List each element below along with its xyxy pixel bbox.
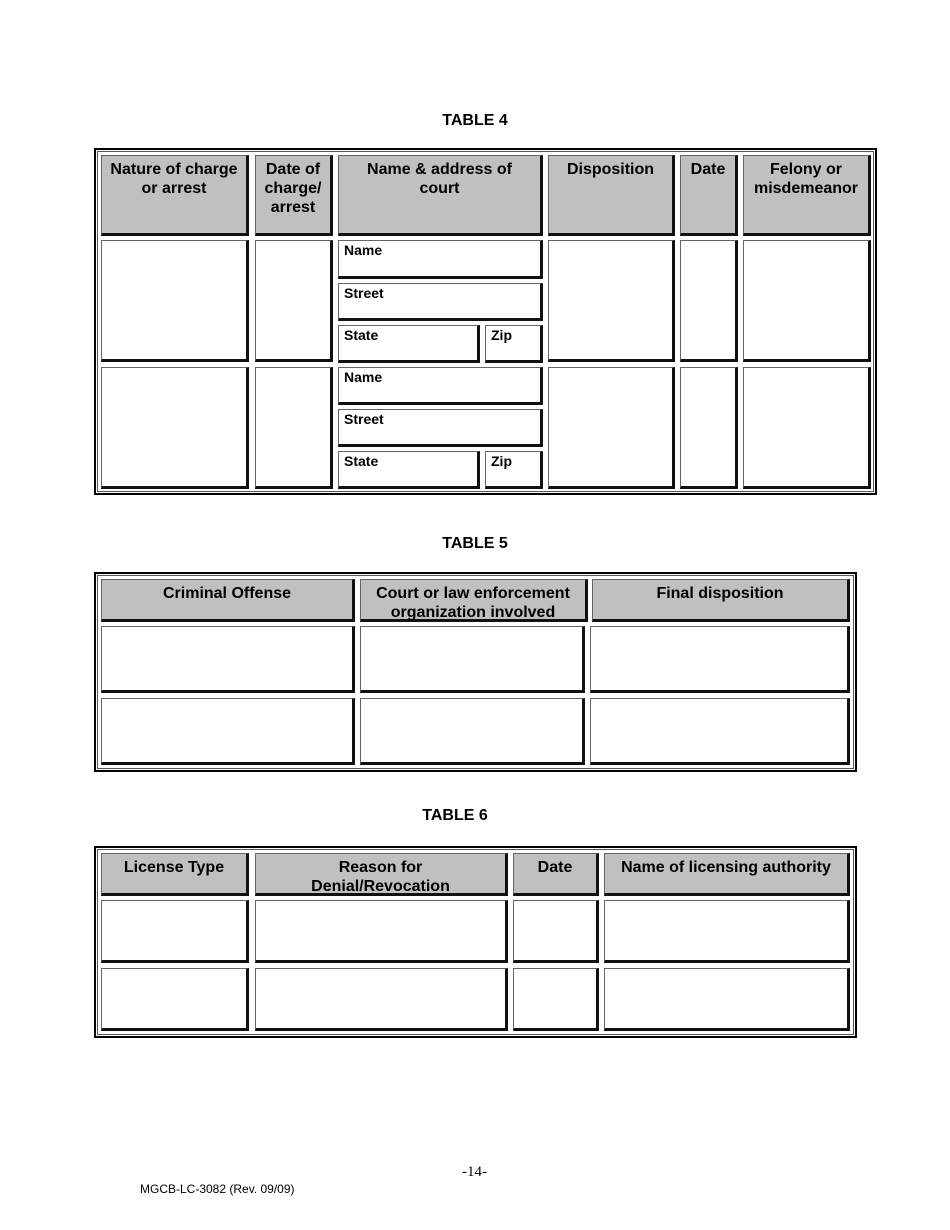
t4-r1-court-zip-field[interactable]: Zip [485, 325, 543, 363]
t4-r1-felony-cell[interactable] [743, 240, 871, 362]
t6-r2-authority-cell[interactable] [604, 968, 850, 1031]
t4-header-date: Date [680, 155, 738, 236]
t4-r2-date-charge-cell[interactable] [255, 367, 333, 489]
t4-header-date-of-charge: Date of charge/ arrest [255, 155, 333, 236]
t4-r2-court-name-field[interactable]: Name [338, 367, 543, 405]
t4-header-disposition: Disposition [548, 155, 675, 236]
t6-header-authority: Name of licensing authority [604, 853, 850, 896]
t4-r2-nature-cell[interactable] [101, 367, 249, 489]
t5-r1-disposition-cell[interactable] [590, 626, 850, 693]
t4-r2-court-street-field[interactable]: Street [338, 409, 543, 447]
t6-r2-date-cell[interactable] [513, 968, 599, 1031]
t4-header-felony: Felony or misdemeanor [743, 155, 871, 236]
t5-r1-court-cell[interactable] [360, 626, 585, 693]
t4-r2-disposition-cell[interactable] [548, 367, 675, 489]
t5-r1-offense-cell[interactable] [101, 626, 355, 693]
form-code: MGCB-LC-3082 (Rev. 09/09) [140, 1182, 295, 1196]
table-4-title: TABLE 4 [442, 112, 508, 129]
t6-r2-reason-cell[interactable] [255, 968, 508, 1031]
t5-r2-court-cell[interactable] [360, 698, 585, 765]
t4-r1-court-state-field[interactable]: State [338, 325, 480, 363]
t6-header-reason: Reason for Denial/Revocation [255, 853, 508, 896]
t4-r2-date-cell[interactable] [680, 367, 738, 489]
t5-header-final-disposition: Final disposition [592, 579, 850, 622]
t4-r2-court-zip-field[interactable]: Zip [485, 451, 543, 489]
t4-r1-disposition-cell[interactable] [548, 240, 675, 362]
t4-r2-felony-cell[interactable] [743, 367, 871, 489]
t5-r2-disposition-cell[interactable] [590, 698, 850, 765]
t6-header-license-type: License Type [101, 853, 249, 896]
t4-r1-date-cell[interactable] [680, 240, 738, 362]
t6-r1-reason-cell[interactable] [255, 900, 508, 963]
t6-r1-authority-cell[interactable] [604, 900, 850, 963]
t6-r1-date-cell[interactable] [513, 900, 599, 963]
t4-r1-court-name-field[interactable]: Name [338, 240, 543, 279]
t5-header-court: Court or law enforcement organization involved [360, 579, 588, 622]
table-6-title: TABLE 6 [422, 807, 488, 824]
t6-header-date: Date [513, 853, 599, 896]
t4-header-nature: Nature of charge or arrest [101, 155, 249, 236]
page-number: -14- [462, 1164, 487, 1180]
t6-r1-license-type-cell[interactable] [101, 900, 249, 963]
t4-header-court: Name & address of court [338, 155, 543, 236]
t4-r2-court-state-field[interactable]: State [338, 451, 480, 489]
t5-header-offense: Criminal Offense [101, 579, 355, 622]
table-5-title: TABLE 5 [442, 535, 508, 552]
t4-r1-date-charge-cell[interactable] [255, 240, 333, 362]
t4-r1-nature-cell[interactable] [101, 240, 249, 362]
t5-r2-offense-cell[interactable] [101, 698, 355, 765]
t6-r2-license-type-cell[interactable] [101, 968, 249, 1031]
t4-r1-court-street-field[interactable]: Street [338, 283, 543, 321]
